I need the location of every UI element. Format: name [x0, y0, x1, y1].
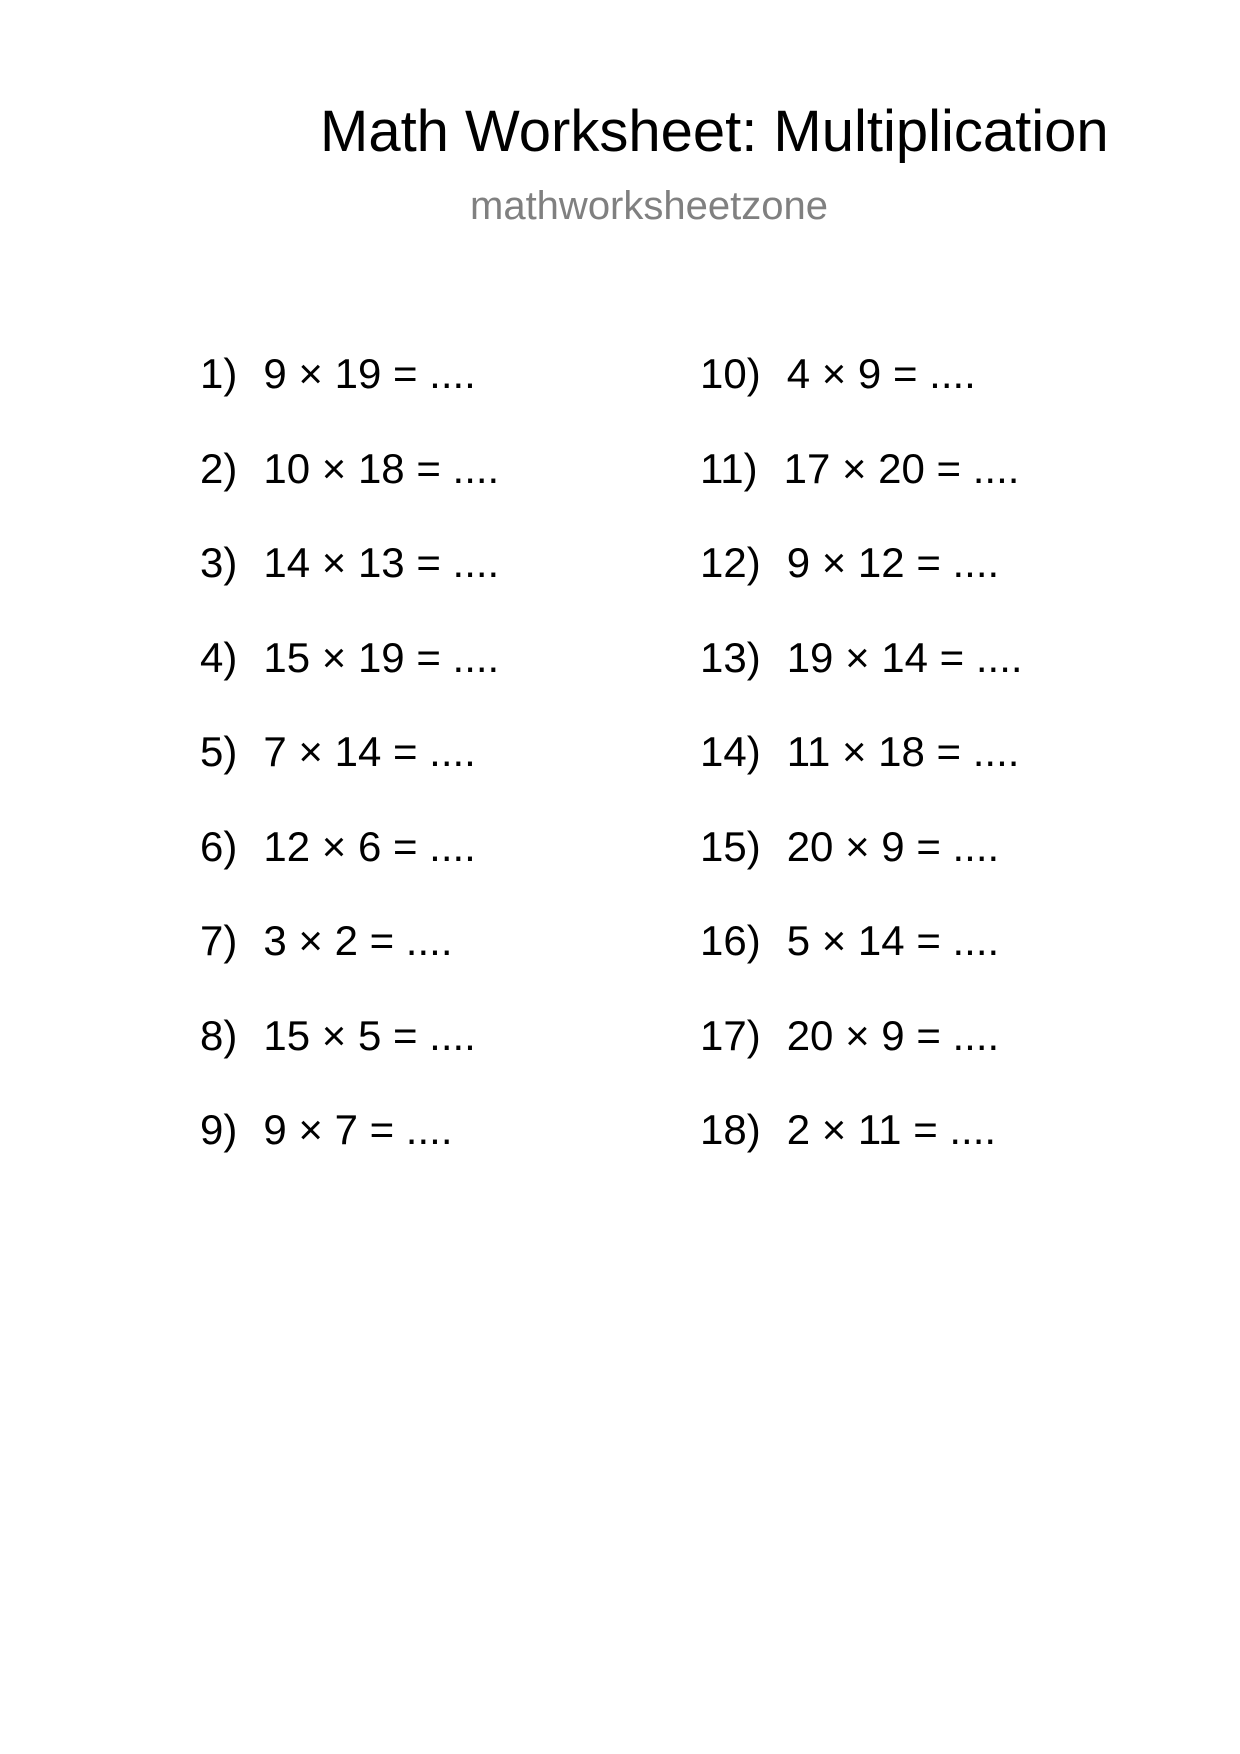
problem-number: 17): [700, 1011, 761, 1059]
problem-number: 7): [200, 917, 238, 964]
problem-18: [700, 1104, 1023, 1199]
problem-14: [700, 726, 1023, 821]
problem-4: [200, 632, 499, 727]
problem-16: [700, 915, 1023, 1010]
problem-expression: 9 × 12 = ....: [786, 539, 1000, 586]
problem-expression: 9 × 19 = ....: [263, 350, 476, 397]
problem-expression: 4 × 9 = ....: [786, 350, 976, 397]
problem-number: 6): [200, 822, 238, 870]
problem-column-right: [700, 348, 1023, 1199]
page-subtitle: mathworksheetzone: [470, 184, 828, 228]
problem-5: [200, 726, 499, 821]
problem-1: [200, 348, 499, 443]
problem-expression: 17 × 20 = ....: [783, 444, 1020, 492]
problem-7: [200, 915, 499, 1010]
problem-11: [700, 443, 1023, 538]
problem-15: [700, 821, 1023, 916]
problem-13: [700, 632, 1023, 727]
problem-number: 15): [700, 822, 761, 870]
problem-expression: 14 × 13 = ....: [263, 539, 500, 586]
problem-number: 2): [200, 444, 238, 492]
problem-expression: 3 × 2 = ....: [263, 917, 453, 964]
problem-3: [200, 537, 499, 632]
problem-number: 13): [700, 633, 761, 681]
problem-number: 3): [200, 539, 238, 586]
problem-expression: 10 × 18 = ....: [263, 444, 500, 492]
problem-expression: 7 × 14 = ....: [263, 728, 476, 775]
problem-number: 1): [200, 350, 238, 397]
problem-number: 9): [200, 1106, 238, 1153]
problem-8: [200, 1010, 499, 1105]
problem-expression: 15 × 5 = ....: [263, 1011, 476, 1059]
problem-number: 11): [700, 444, 758, 492]
problem-9: [200, 1104, 499, 1199]
problem-expression: 11 × 18 = ....: [786, 728, 1020, 775]
problem-2: [200, 443, 499, 538]
problem-expression: 15 × 19 = ....: [263, 633, 500, 681]
page-title: Math Worksheet: Multiplication: [320, 99, 1109, 164]
problem-expression: 5 × 14 = ....: [786, 917, 1000, 964]
problem-17: [700, 1010, 1023, 1105]
problem-expression: 20 × 9 = ....: [786, 822, 1000, 870]
problem-expression: 19 × 14 = ....: [786, 633, 1023, 681]
problem-number: 5): [200, 728, 238, 775]
problem-expression: 12 × 6 = ....: [263, 822, 476, 870]
problem-10: [700, 348, 1023, 443]
problem-number: 4): [200, 633, 238, 681]
problem-12: [700, 537, 1023, 632]
problem-column-left: [200, 348, 499, 1199]
problem-number: 10): [700, 350, 761, 397]
problem-number: 18): [700, 1106, 761, 1153]
problem-number: 16): [700, 917, 761, 964]
problem-6: [200, 821, 499, 916]
problem-number: 8): [200, 1011, 238, 1059]
problem-expression: 20 × 9 = ....: [786, 1011, 1000, 1059]
problem-number: 12): [700, 539, 761, 586]
problem-expression: 9 × 7 = ....: [263, 1106, 453, 1153]
problem-expression: 2 × 11 = ....: [786, 1106, 997, 1153]
problem-number: 14): [700, 728, 761, 775]
